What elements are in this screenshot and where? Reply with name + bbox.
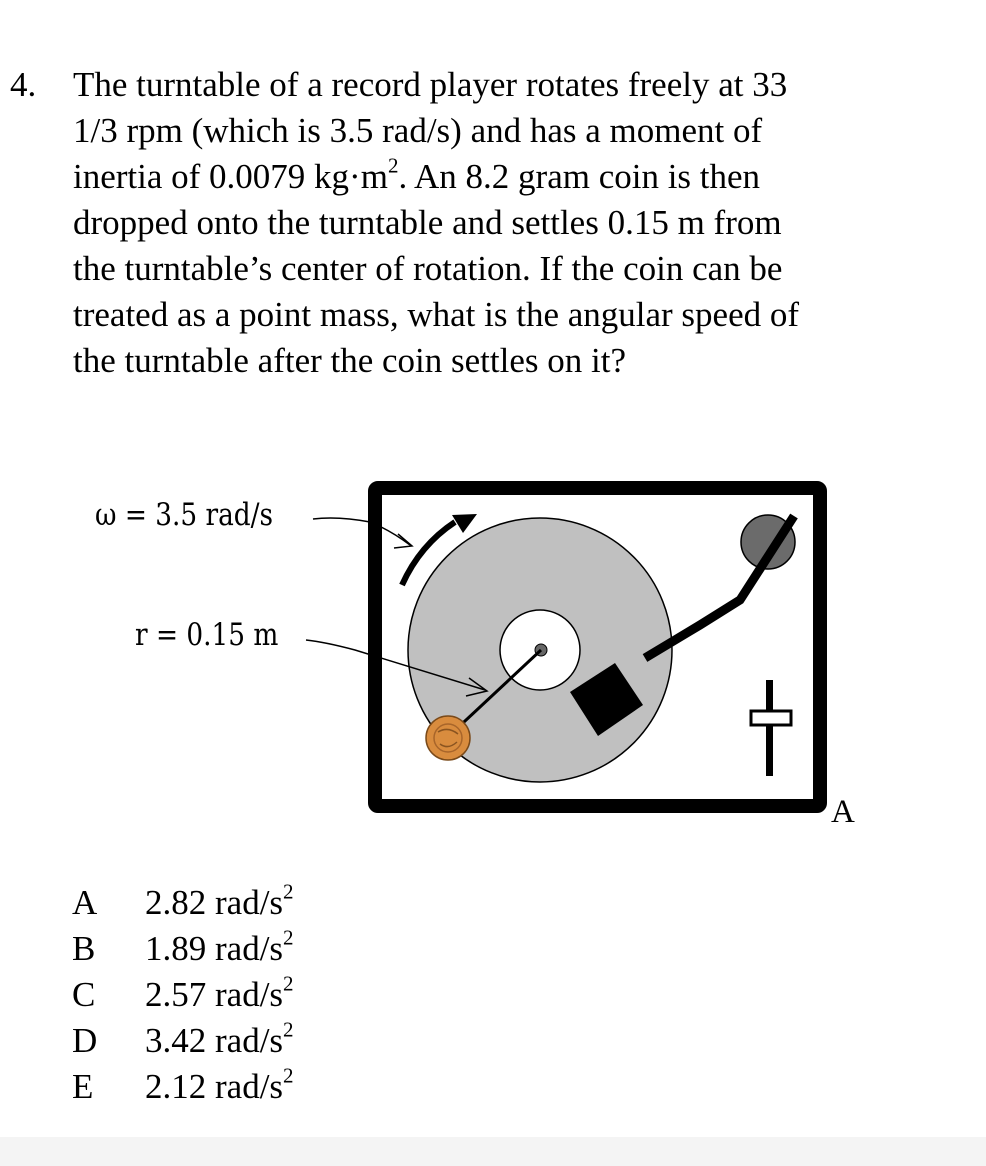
question-text bbox=[73, 62, 903, 384]
figure-corner-label: A bbox=[831, 794, 855, 830]
question-line-part: . An 8.2 gram coin is then bbox=[398, 157, 761, 196]
superscript: 2 bbox=[387, 153, 399, 178]
question-line: the turntable’s center of rotation. If the coin can be bbox=[73, 249, 783, 288]
choice-value bbox=[145, 1064, 294, 1110]
choice-value-text: 2.12 rad/s bbox=[145, 1067, 284, 1106]
superscript: 2 bbox=[283, 879, 294, 904]
turntable-figure bbox=[80, 470, 880, 840]
question-line bbox=[73, 154, 903, 200]
superscript: 2 bbox=[283, 971, 294, 996]
choice-value-text: 2.57 rad/s bbox=[145, 975, 284, 1014]
choice-letter: C bbox=[72, 975, 96, 1014]
radius-label: r = 0.15 m bbox=[135, 615, 279, 653]
choice-value bbox=[145, 926, 294, 972]
choice-letter: E bbox=[72, 1067, 94, 1106]
question-line: 1/3 rpm (which is 3.5 rad/s) and has a moment of bbox=[73, 111, 763, 150]
choice-letter: D bbox=[72, 1021, 98, 1060]
question-line: treated as a point mass, what is the angular speed of bbox=[73, 295, 800, 334]
omega-leader bbox=[313, 518, 410, 545]
pitch-slider-handle bbox=[751, 711, 791, 725]
coin bbox=[426, 716, 470, 760]
superscript: 2 bbox=[283, 925, 294, 950]
choice-value-text: 2.82 rad/s bbox=[145, 883, 284, 922]
pitch-slider-track bbox=[766, 680, 773, 776]
superscript: 2 bbox=[283, 1017, 294, 1042]
choice-value bbox=[145, 1018, 294, 1064]
superscript: 2 bbox=[283, 1063, 294, 1088]
question-number: 4. bbox=[10, 65, 37, 104]
page-bottom-strip bbox=[0, 1137, 986, 1166]
choice-value-text: 1.89 rad/s bbox=[145, 929, 284, 968]
question-line: The turntable of a record player rotates freely at 33 bbox=[73, 65, 788, 104]
choice-letter: B bbox=[72, 929, 96, 968]
choice-value bbox=[145, 880, 294, 926]
choice-value-text: 3.42 rad/s bbox=[145, 1021, 284, 1060]
omega-label: ω = 3.5 rad/s bbox=[95, 495, 274, 533]
choice-letter: A bbox=[72, 883, 98, 922]
choice-value bbox=[145, 972, 294, 1018]
question-line-part: inertia of 0.0079 kg·m bbox=[73, 157, 388, 196]
question-line: the turntable after the coin settles on it? bbox=[73, 341, 626, 380]
question-line: dropped onto the turntable and settles 0.15 m from bbox=[73, 203, 782, 242]
